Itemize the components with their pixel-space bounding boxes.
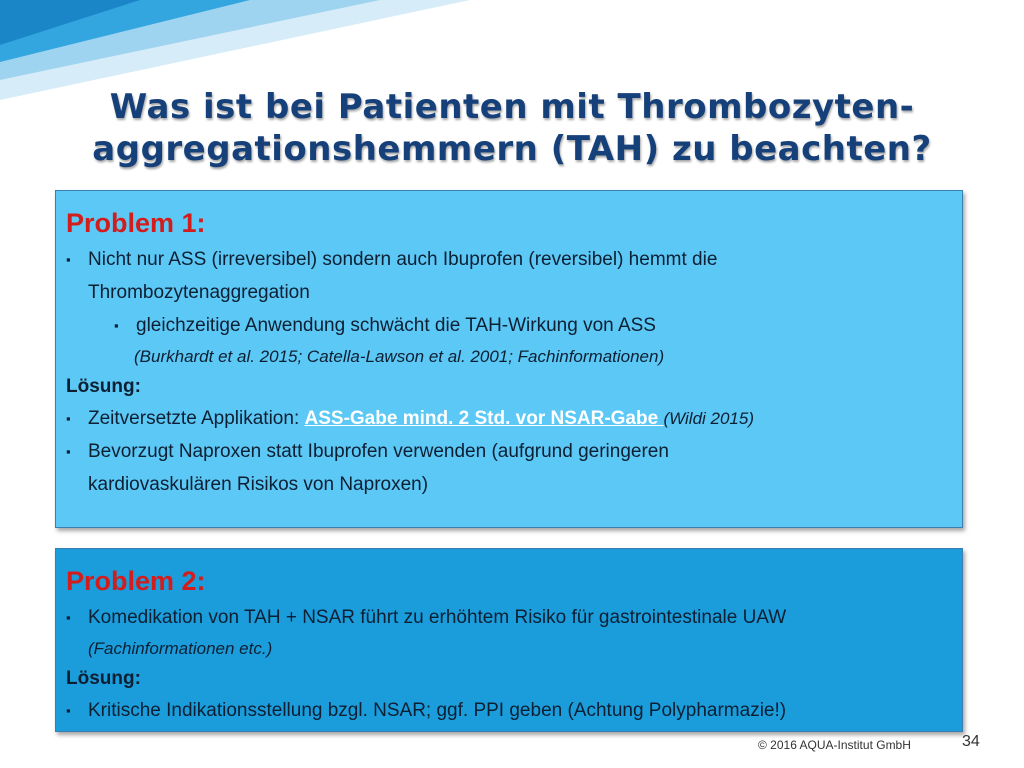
problem1-solution1-highlight: ASS-Gabe mind. 2 Std. vor NSAR-Gabe bbox=[304, 408, 664, 429]
problem1-solution2 bbox=[66, 435, 962, 468]
slide-title-line1: Was ist bei Patienten mit Thrombozyten- bbox=[109, 87, 915, 127]
problem2-solution1 bbox=[66, 694, 962, 727]
problem2-box bbox=[55, 548, 963, 732]
problem1-bullet1 bbox=[66, 243, 962, 276]
problem1-solution1-cite: (Wildi 2015) bbox=[663, 409, 754, 428]
problem2-heading: Problem 2: bbox=[66, 566, 206, 596]
problem1-subbullet bbox=[66, 309, 962, 342]
bullet-icon: ▪ bbox=[114, 318, 119, 333]
slide-title bbox=[40, 86, 984, 170]
bullet-icon: ▪ bbox=[66, 703, 71, 718]
problem2-bullet1 bbox=[66, 601, 962, 634]
page-number: 34 bbox=[962, 733, 980, 750]
problem1-solution2-cont: kardiovaskulären Risikos von Naproxen) bbox=[88, 474, 429, 495]
problem2-solution1-text: Kritische Indikationsstellung bzgl. NSAR; ggf. PPI geben (Achtung Polypharmazie!) bbox=[88, 700, 787, 721]
problem1-citation: (Burkhardt et al. 2015; Catella-Lawson et al. 2001; Fachinformationen) bbox=[134, 347, 665, 366]
problem1-heading: Problem 1: bbox=[66, 208, 206, 238]
problem1-box bbox=[55, 190, 963, 528]
copyright-footer: © 2016 AQUA-Institut GmbH bbox=[758, 738, 911, 752]
problem2-citation: (Fachinformationen etc.) bbox=[88, 639, 273, 658]
problem1-bullet1-text: Nicht nur ASS (irreversibel) sondern auch Ibuprofen (reversibel) hemmt die bbox=[88, 249, 718, 270]
bullet-icon: ▪ bbox=[66, 610, 71, 625]
slide-title-line2: aggregationshemmern (TAH) zu beachten? bbox=[92, 129, 932, 169]
problem1-solution1-prefix: Zeitversetzte Applikation: bbox=[88, 408, 305, 429]
problem2-bullet1-text: Komedikation von TAH + NSAR führt zu erhöhtem Risiko für gastrointestinale UAW bbox=[88, 607, 787, 628]
problem1-solution-label: Lösung: bbox=[66, 376, 141, 397]
problem2-solution-label: Lösung: bbox=[66, 668, 141, 689]
bullet-icon: ▪ bbox=[66, 444, 71, 459]
problem1-solution1 bbox=[66, 402, 962, 435]
problem1-subbullet-text: gleichzeitige Anwendung schwächt die TAH-Wirkung von ASS bbox=[136, 315, 656, 336]
bullet-icon: ▪ bbox=[66, 252, 71, 267]
problem1-solution2-text: Bevorzugt Naproxen statt Ibuprofen verwenden (aufgrund geringeren bbox=[88, 441, 669, 462]
problem1-bullet1-cont: Thrombozytenaggregation bbox=[88, 282, 310, 303]
bullet-icon: ▪ bbox=[66, 411, 71, 426]
